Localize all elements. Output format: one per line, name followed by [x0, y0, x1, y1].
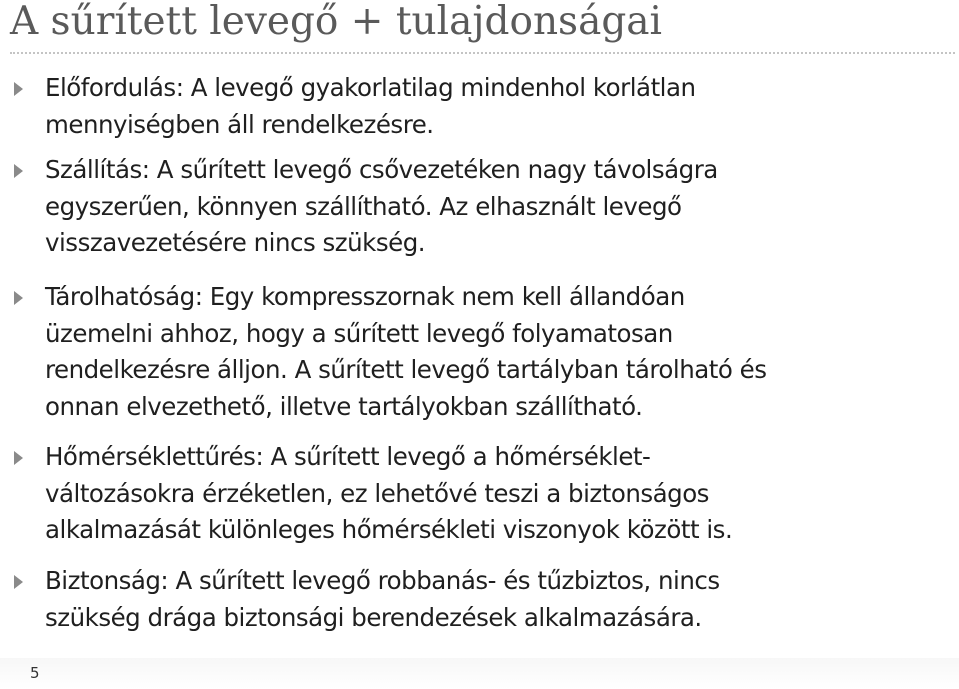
bullet-line: üzemelni ahhoz, hogy a sűrített levegő folyamatosan	[45, 318, 673, 348]
title-divider	[10, 52, 955, 54]
bullet-line: változásokra érzéketlen, ez lehetővé teszi a biztonságos	[45, 478, 709, 508]
bullet-text	[45, 152, 925, 262]
slide-title: A sűrített levegő + tulajdonságai	[10, 0, 663, 44]
bullet-line: Tárolhatóság: Egy kompresszornak nem kell állandóan	[45, 282, 685, 311]
bullet-line: szükség drága biztonsági berendezések alkalmazására.	[45, 602, 702, 632]
bullet-arrow-icon	[14, 291, 23, 305]
bullet-line: egyszerűen, könnyen szállítható. Az elhasznált levegő	[45, 191, 682, 221]
bullet-arrow-icon	[14, 575, 23, 589]
bullet-text	[45, 563, 925, 636]
bullet-line: Biztonság: A sűrített levegő robbanás- és tűzbiztos, nincs	[45, 566, 720, 595]
bullet-line: visszavezetésére nincs szükség.	[45, 228, 426, 257]
bullet-line: onnan elvezethető, illetve tartályokban szállítható.	[45, 391, 643, 421]
footer-band	[0, 658, 959, 689]
bullet-arrow-icon	[14, 82, 23, 96]
bullet-line: Szállítás: A sűrített levegő csővezetéken nagy távolságra	[45, 155, 718, 184]
bullet-arrow-icon	[14, 451, 23, 465]
bullet-line: Előfordulás: A levegő gyakorlatilag mindenhol korlátlan	[45, 73, 696, 102]
bullet-text	[45, 439, 925, 549]
bullet-line: mennyiségben áll rendelkezésre.	[45, 109, 434, 139]
bullet-arrow-icon	[14, 164, 23, 178]
bullet-line: Hőmérséklettűrés: A sűrített levegő a hőmérséklet-	[45, 442, 651, 471]
bullet-line: alkalmazását különleges hőmérsékleti viszonyok között is.	[45, 515, 733, 544]
bullet-text	[45, 279, 925, 425]
bullet-text	[45, 70, 925, 143]
bullet-line: rendelkezésre álljon. A sűrített levegő tartályban tárolható és	[45, 355, 767, 384]
slide-number: 5	[30, 664, 40, 682]
